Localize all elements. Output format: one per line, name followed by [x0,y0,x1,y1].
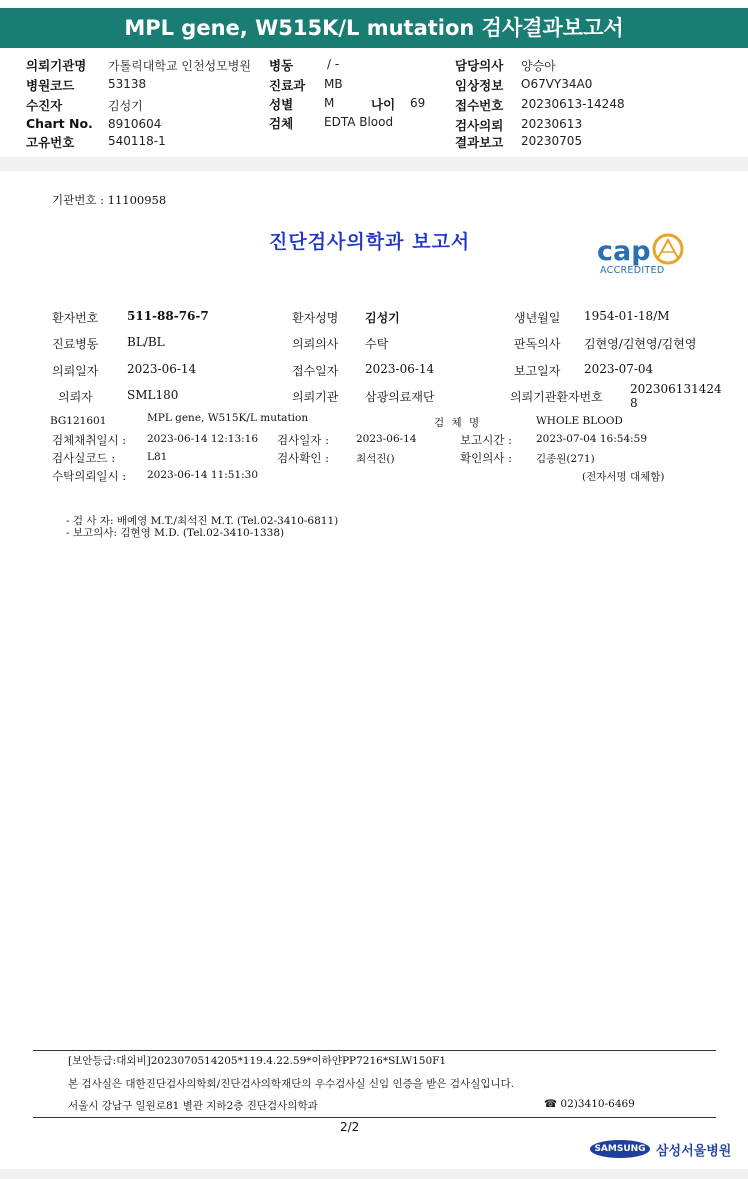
label-doctor: 담당의사 [455,58,504,73]
value-consign: 2023-06-14 11:51:30 [147,469,259,481]
institution-number: 기관번호 : 11100958 [52,193,167,207]
value-rep-date: 2023-07-04 [584,362,654,376]
page-bottom-gap [0,1169,748,1179]
value-lab-code: L81 [147,451,168,463]
value-req-inst2: 삼광의료재단 [365,390,435,404]
value-chart: 8910604 [108,117,162,131]
value-req-date2: 2023-06-14 [127,362,197,376]
cap-accredited-logo [596,232,692,278]
label-ward: 병동 [269,58,294,73]
samsung-logo [590,1137,732,1161]
value-report-time: 2023-07-04 16:54:59 [536,433,648,445]
value-reader: 김현영/김현영/김현영 [584,337,697,351]
footer-divider-bottom [33,1117,716,1118]
value-ward: / - [327,57,340,71]
value-collect: 2023-06-14 12:13:16 [147,433,259,445]
label-confirm: 검사확인 : [277,451,329,465]
label-unique: 고유번호 [26,135,75,150]
label-patient: 수진자 [26,98,63,113]
label-req-doctor: 의뢰의사 [292,337,339,351]
label-specimen-name: 검 체 명 [434,417,482,429]
test-code: BG121601 [50,415,107,427]
value-patient-name: 김성기 [365,311,400,325]
test-name: MPL gene, W515K/L mutation [147,412,309,424]
value-unique: 540118-1 [108,134,166,148]
phone-line: ☎ 02)3410-6469 [544,1098,635,1110]
value-inst-patient-no-line1: 202306131424 [630,382,722,396]
label-test-date: 검사일자 : [277,433,329,447]
label-reader: 판독의사 [514,337,561,351]
label-sex: 성별 [269,97,294,112]
label-inst-patient-no: 의뢰기관환자번호 [510,390,603,404]
report-heading: 진단검사의학과 보고서 [269,231,471,253]
value-age: 69 [410,96,426,110]
footer-divider-top [33,1050,716,1051]
value-report-date: 20230705 [521,134,583,148]
address-line: 서울시 강남구 일원로81 별관 지하2층 진단검사의학과 [68,1100,318,1112]
label-receipt: 접수번호 [455,98,504,113]
report-md-line: - 보고의사: 김현영 M.D. (Tel.02-3410-1338) [66,527,285,539]
cert-line: 본 검사실은 대한진단검사의학회/진단검사의학재단의 우수검사실 신임 인증을 받은 검사실입니다. [68,1078,515,1090]
value-receipt: 20230613-14248 [521,97,625,111]
value-clinical: O67VY34A0 [521,77,593,91]
label-report-date: 결과보고 [455,135,504,150]
label-patient-no: 환자번호 [52,311,99,325]
value-patient: 김성기 [108,99,143,113]
label-lab-code: 검사실코드 : [52,451,116,465]
value-doctor: 양승아 [521,59,556,73]
value-dept: MB [324,77,343,91]
value-confirm-doc: 김종원(271) [536,453,595,465]
label-patient-name: 환자성명 [292,311,339,325]
value-hosp-code: 53138 [108,77,147,91]
esign-note: (전자서명 대체함) [582,471,665,483]
label-req-date2: 의뢰일자 [52,364,99,378]
label-recv-date: 접수일자 [292,364,339,378]
label-rep-date: 보고일자 [514,364,561,378]
label-specimen: 검체 [269,116,294,131]
samsung-hospital-name: 삼성서울병원 [656,1144,732,1159]
header-separator [0,157,748,171]
value-specimen-name: WHOLE BLOOD [536,415,623,427]
label-hosp-code: 병원코드 [26,78,75,93]
label-collect: 검체채취일시 : [52,433,127,447]
value-patient-no: 511-88-76-7 [127,309,209,323]
value-confirm: 최석진() [356,453,395,465]
value-ward2: BL/BL [127,335,165,349]
label-requester: 의뢰자 [58,390,93,404]
security-line: [보안등급:대외비]2023070514205*119.4.22.59*이하얀PP7216*SLW150F1 [68,1055,447,1067]
label-consign: 수탁의뢰일시 : [52,469,127,483]
report-title-bar: MPL gene, W515K/L mutation 검사결과보고서 [0,8,748,48]
label-chart: Chart No. [26,116,93,131]
value-req-inst: 가톨릭대학교 인천성모병원 [108,59,251,73]
label-req-date: 검사의뢰 [455,118,504,133]
value-inst-patient-no-line2: 8 [630,396,638,410]
value-req-date: 20230613 [521,117,583,131]
value-sex: M [324,96,335,110]
label-clinical: 임상정보 [455,78,504,93]
label-confirm-doc: 확인의사 : [460,451,512,465]
cap-logo-subtext: ACCREDITED [600,265,665,276]
label-dob: 생년월일 [514,311,561,325]
label-req-inst2: 의뢰기관 [292,390,339,404]
value-req-doctor: 수탁 [365,337,389,351]
label-dept: 진료과 [269,78,306,93]
label-ward2: 진료병동 [52,337,99,351]
value-specimen: EDTA Blood [324,115,394,129]
value-recv-date: 2023-06-14 [365,362,435,376]
page-number: 2/2 [340,1120,360,1134]
tech-line: - 검 사 자: 배예영 M.T./최석진 M.T. (Tel.02-3410-6811) [66,515,339,527]
label-report-time: 보고시간 : [460,433,512,447]
label-age: 나이 [371,97,396,112]
samsung-badge: SAMSUNG [590,1140,650,1158]
label-req-inst: 의뢰기관명 [26,58,87,73]
value-test-date: 2023-06-14 [356,433,417,445]
value-dob: 1954-01-18/M [584,309,670,323]
cap-logo-text: cap [597,236,651,267]
value-requester: SML180 [127,388,179,402]
